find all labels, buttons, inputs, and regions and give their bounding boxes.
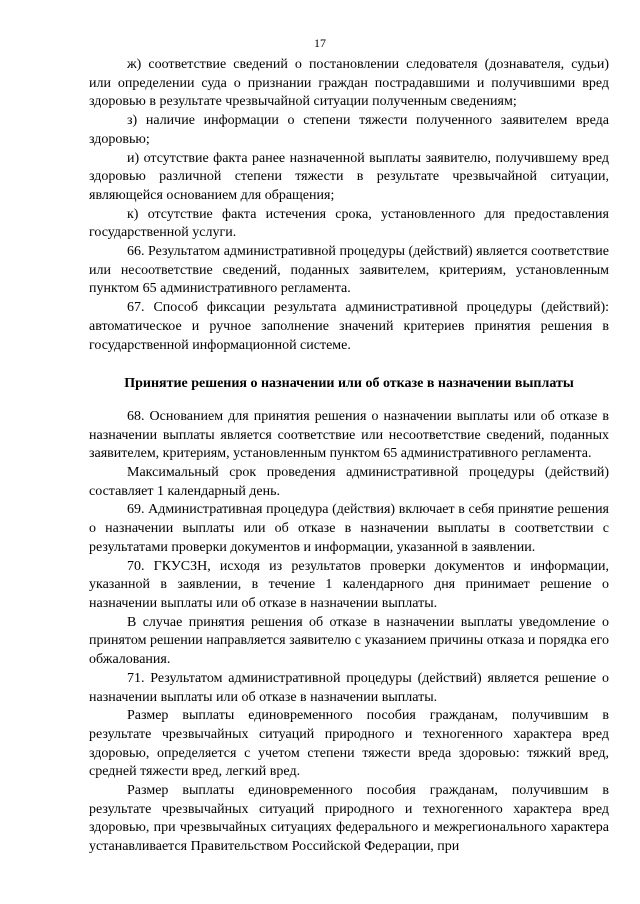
page-number: 17 — [314, 36, 326, 50]
paragraph-item-k: к) отсутствие факта истечения срока, установленного для предоставления государственной услуги. — [89, 206, 609, 241]
paragraph-66: 66. Результатом административной процедуры (действий) является соответствие или несоответствие сведений, поданных заявителем, критериям, установленным пунктом 65 административного регламента. — [89, 244, 609, 297]
paragraph-refusal-notice: В случае принятия решения об отказе в назначении выплаты уведомление о принятом решении направляется заявителю с указанием причины отказа и порядка его обжалования. — [89, 614, 609, 668]
document-body — [89, 56, 609, 857]
paragraph-allowance-size: Размер выплаты единовременного пособия гражданам, получившим в результате чрезвычайных ситуаций природного и техногенного характера вред здоровью, определяется с учетом степени тяжести вреда здоровью: тяжкий вред, средней тяжести вред, легкий вред. — [89, 708, 609, 780]
section-heading: Принятие решения о назначении или об отказе в назначении выплаты — [124, 376, 574, 392]
paragraph-item-i: и) отсутствие факта ранее назначенной выплаты заявителю, получившему вред здоровью различной степени тяжести в результате чрезвычайной ситуации, являющейся основанием для обращения; — [89, 150, 609, 203]
paragraph-67: 67. Способ фиксации результата административной процедуры (действий): автоматическое и ручное заполнение значений критериев принятия решения в государственной информационной системе. — [89, 300, 609, 353]
paragraph-allowance-federal: Размер выплаты единовременного пособия гражданам, получившим в результате чрезвычайных ситуаций природного и техногенного характера вред здоровью, при чрезвычайных ситуациях федерального и межрегионального характера устанавливается Правительством Российской Федерации, при — [89, 783, 609, 855]
paragraph-71: 71. Результатом административной процедуры (действий) является решение о назначении выплаты или об отказе в назначении выплаты. — [89, 670, 609, 705]
paragraph-item-z: з) наличие информации о степени тяжести полученного заявителем вреда здоровью; — [89, 113, 609, 147]
paragraph-70: 70. ГКУСЗН, исходя из результатов проверки документов и информации, указанной в заявлении, в течение 1 календарного дня принимает решение о назначении выплаты или об отказе в назначении выплаты. — [89, 558, 609, 611]
paragraph-item-zh: ж) соответствие сведений о постановлении следователя (дознавателя, судьи) или определении суда о признании граждан пострадавшими и получившими вред здоровью в результате чрезвычайной ситуации полученным сведениям; — [89, 57, 609, 110]
paragraph-69: 69. Административная процедура (действия) включает в себя принятие решения о назначении выплаты или об отказе в назначении выплаты в соответствии с результатами проверки документов и информации, указанной в заявлении. — [89, 502, 609, 555]
paragraph-max-term: Максимальный срок проведения административной процедуры (действий) составляет 1 календарный день. — [89, 465, 609, 499]
paragraph-68: 68. Основанием для принятия решения о назначении выплаты или об отказе в назначении выплаты является соответствие или несоответствие сведений, поданных заявителем, критериям, установленным пунктом 65 административного регламента. — [89, 408, 609, 462]
